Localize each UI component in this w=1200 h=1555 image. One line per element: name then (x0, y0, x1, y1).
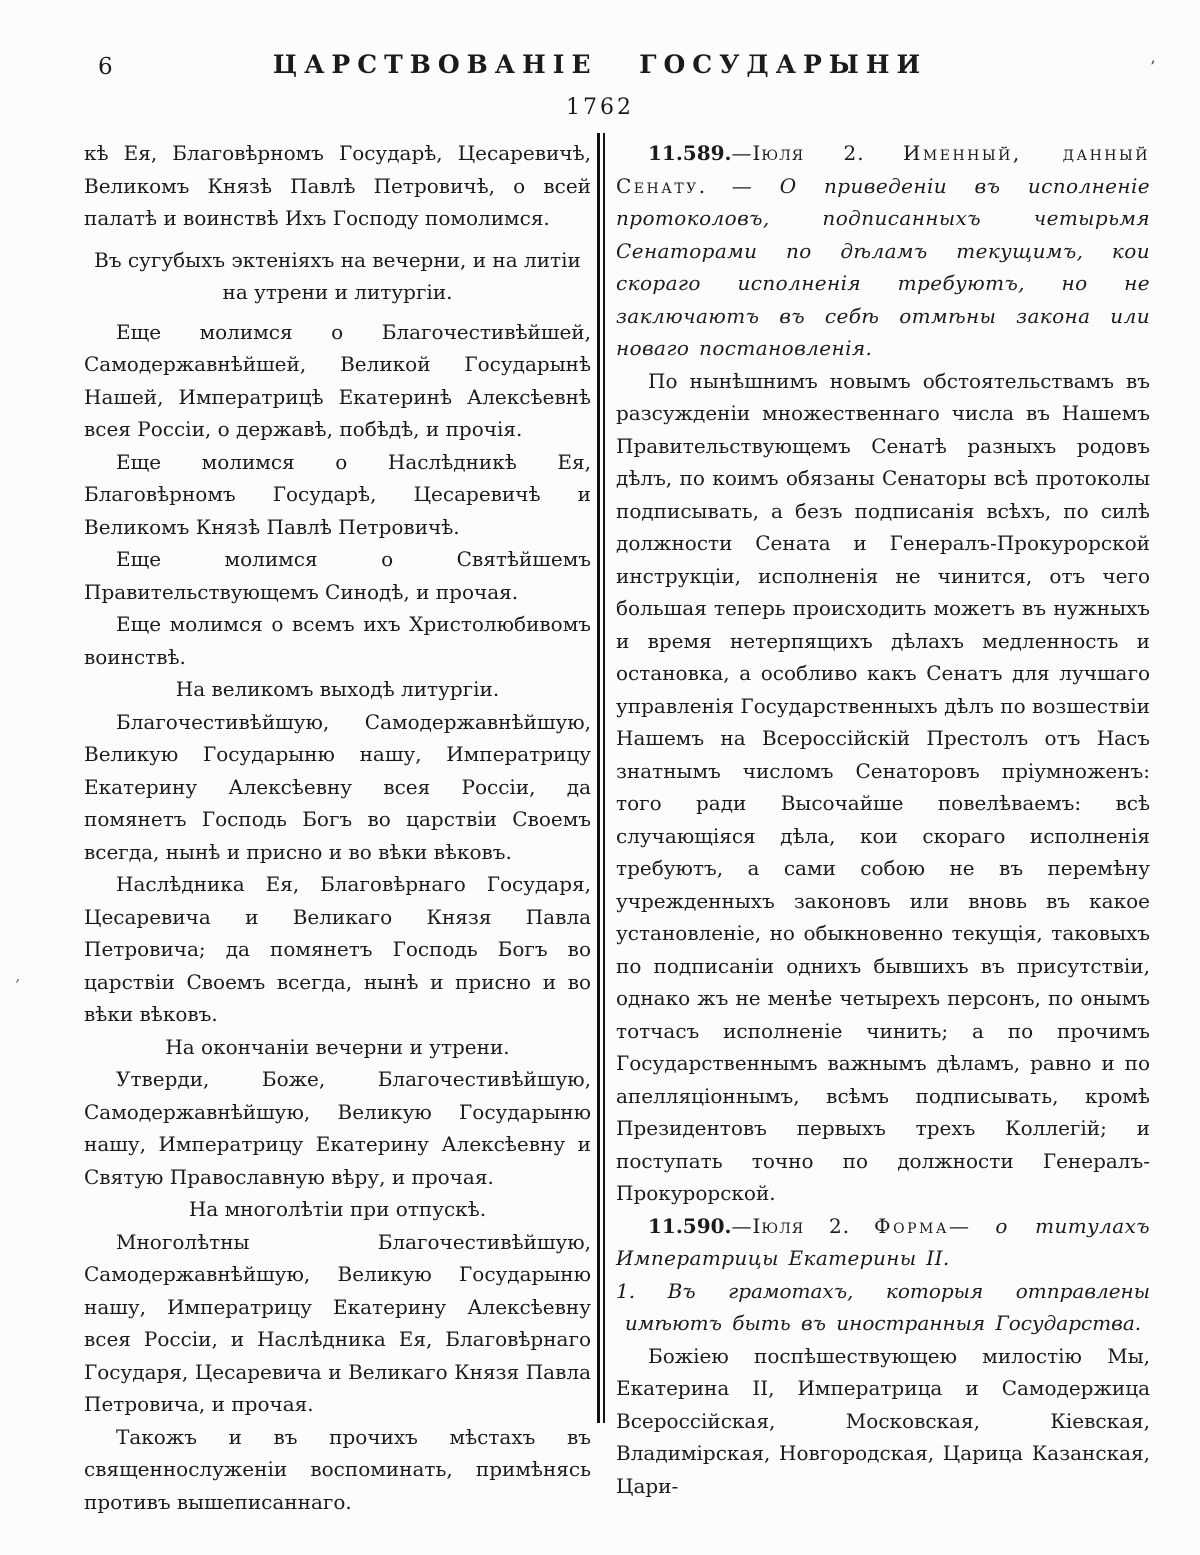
entry-summary: — О приведеніи въ исполненіе протоколовъ, подписанныхъ четырьмя Сенаторами по дѣламъ текущимъ, кои скораго исполненія требуютъ, но не заключаютъ въ себѣ отмѣны закона или новаго постановленія. (616, 173, 1150, 360)
page-number: 6 (98, 54, 113, 80)
entry-type-label: Именный, данный Сенату. (616, 141, 1150, 198)
liturgical-subheading: Въ сугубыхъ эктеніяхъ на вечерни, и на литіи на утрени и литургіи. (94, 247, 581, 304)
page-year: 1762 (566, 95, 634, 120)
paragraph: Божіею поспѣшествующею милостію Мы, Екатерина II, Императрица и Самодержица Всероссійская, Московская, Кіевская, Владимірская, Новгородская, Царица Казанская, Цари- (616, 1343, 1150, 1498)
entry-date: —Іюля 2. (731, 141, 865, 165)
right-column (616, 137, 1150, 1502)
paragraph: Еще молимся о Благочестивѣйшей, Самодержавнѣйшей, Великой Государынѣ Нашей, Императрицѣ Екатеринѣ Алексѣевнѣ всея Россіи, о державѣ, побѣдѣ, и прочія. (84, 319, 591, 441)
scan-mark: ´ (12, 977, 25, 999)
law-entry-heading (616, 1210, 1150, 1275)
paragraph: Наслѣдника Ея, Благовѣрнаго Государя, Цесаревича и Великаго Князя Павла Петровича; да помянетъ Господь Богъ во царствіи Своемъ всегда, нынѣ и присно и во вѣки вѣковъ. (84, 872, 591, 1026)
entry-type-label: Форма— (874, 1213, 972, 1238)
paragraph: Еще молимся о всемъ ихъ Христолюбивомъ воинствѣ. (84, 612, 591, 669)
paragraph: Благочестивѣйшую, Самодержавнѣйшую, Великую Государыню нашу, Императрицу Екатерину Алексѣевну всея Россіи, да помянетъ Господь Богъ во царствіи Своемъ всегда, нынѣ и присно и во вѣки вѣковъ. (84, 709, 591, 864)
liturgical-subheading: На окончаніи вечерни и утрени. (165, 1034, 510, 1059)
entry-summary: о титулахъ Императрицы Екатерины II. (616, 1213, 1151, 1270)
law-entry-heading (616, 137, 1150, 365)
paragraph: Многолѣтны Благочестивѣйшую, Самодержавнѣйшую, Великую Государыню нашу, Императрицу Екатерину Алексѣевну всея Россіи, и Наслѣдника Ея, Благовѣрнаго Государя, Цесаревича и Великаго Князя Павла Петровича, и прочая. (84, 1229, 591, 1416)
paragraph: По нынѣшнимъ новымъ обстоятельствамъ въ разсужденіи множественнаго числа въ Нашемъ Правительствующемъ Сенатѣ разныхъ родовъ дѣлъ, по коимъ обязаны Сенаторы всѣ протоколы подписывать, а безъ подписанія всѣхъ, по силѣ должности Сената и Генералъ-Прокурорской инструкціи, исполненія не чинится, отъ чего большая теперь происходить можетъ въ нужныхъ и время нетерпящихъ дѣлахъ медленность и остановка, а особливо какъ Сенатъ для лучшаго управленія Государственныхъ дѣлъ по возшествіи Нашемъ на Всероссійскій Престолъ отъ Насъ знатнымъ числомъ Сенаторовъ пріумноженъ: того ради Высочайше повелѣваемъ: всѣ случающіяся дѣла, кои скораго исполненія требуютъ, а сами собою не въ перемѣну учрежденныхъ законовъ или вновь въ какое установленіе, но обыкновенно текущія, таковыхъ по подписаніи однихъ бывшихъ въ присутствіи, однако жъ не менѣе четырехъ персонъ, по онымъ тотчасъ исполненіе чинить; а по прочимъ Государственнымъ важнымъ дѣламъ, равно и по апелляціоннымъ, всѣмъ подписывать, кромѣ Президентовъ первыхъ трехъ Коллегій; и поступать точно по должности Генералъ-Прокурорской. (616, 368, 1150, 1205)
paragraph: Еще молимся о Наслѣдникѣ Ея, Благовѣрномъ Государѣ, Цесаревичѣ и Великомъ Князѣ Павлѣ Петровичѣ. (84, 449, 591, 539)
paragraph: Утверди, Боже, Благочестивѣйшую, Самодержавнѣйшую, Великую Государыню нашу, Императрицу Екатерину Алексѣевну и Святую Православную вѣру, и прочая. (84, 1067, 591, 1189)
column-divider (597, 133, 605, 1423)
entry-subheading: 1. Въ грамотахъ, которыя отправлены имѣютъ быть въ иностранныя Государства. (616, 1278, 1150, 1335)
liturgical-subheading: На многолѣтіи при отпускѣ. (188, 1197, 487, 1221)
entry-number: 11.589. (648, 141, 732, 165)
paragraph: кѣ Ея, Благовѣрномъ Государѣ, Цесаревичѣ, Великомъ Князѣ Павлѣ Петровичѣ, о всей палатѣ и воинствѣ Ихъ Господу помолимся. (84, 141, 591, 230)
left-column (84, 137, 591, 1518)
scan-mark: ’ (1150, 58, 1156, 78)
page-title: ЦАРСТВОВАНІЕ ГОСУДАРЫНИ (272, 50, 928, 79)
liturgical-subheading: На великомъ выходѣ литургіи. (175, 677, 500, 701)
paragraph: Еще молимся о Святѣйшемъ Правительствующемъ Синодѣ, и прочая. (84, 547, 591, 604)
entry-date: —Іюля 2. (731, 1213, 851, 1238)
paragraph: Такожъ и въ прочихъ мѣстахъ въ священнослуженіи воспоминать, примѣнясь противъ вышеписаннаго. (84, 1424, 591, 1514)
entry-number: 11.590. (648, 1213, 732, 1238)
